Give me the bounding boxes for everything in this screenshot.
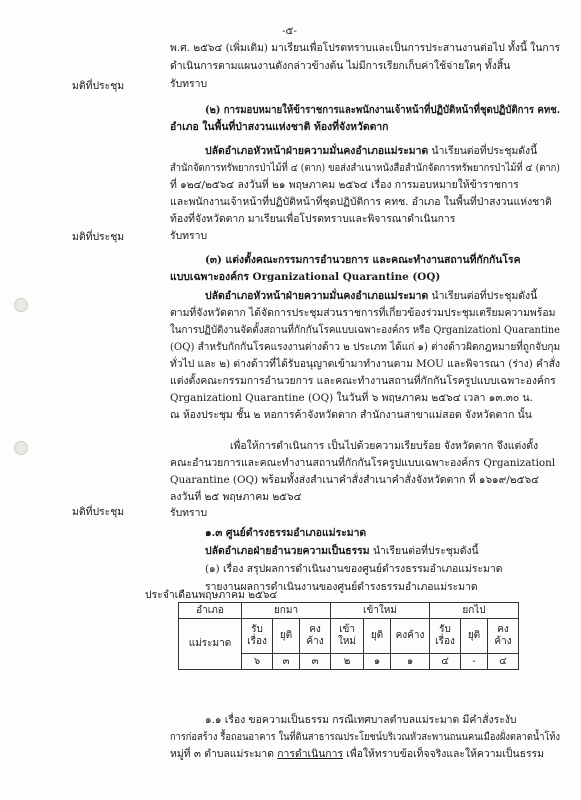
group-header: เข้าใหม่: [331, 603, 430, 619]
punch-hole: [14, 441, 28, 455]
body-line: ณ ห้องประชุม ชั้น ๒ หอการค้าจังหวัดตาก สำนักงานสาขาแม่สอด จังหวัดตาก นั้น: [170, 409, 532, 421]
underlined-text: การดำเนินการ: [277, 748, 344, 760]
body-text: หมู่ที่ ๓ ตำบลแม่ระมาด: [170, 748, 274, 760]
acknowledged-text: รับทราบ: [170, 230, 208, 242]
sub-header: รับเรื่อง: [430, 619, 461, 654]
body-line: คณะอำนวยการและคณะทำงานสถานที่กักกันโรครูปแบบเฉพาะองค์กร Qrganizationl: [170, 457, 556, 469]
body-line: ดำเนินการตามแผนงานดังกล่าวข้างต้น ไม่มีการเรียกเก็บค่าใช้จ่ายใดๆ ทั้งสิ้น: [170, 60, 511, 72]
section-title: ๑.๓ ศูนย์ดำรงธรรมอำเภอแม่ระมาด: [205, 527, 367, 539]
body-line: ๑.๑ เรื่อง ขอความเป็นธรรม กรณีเทศบาลตำบลแม่ระมาด มีคำสั่งระงับ: [205, 714, 517, 726]
table-cell: ๔: [488, 654, 519, 670]
acknowledged-text: รับทราบ: [170, 507, 208, 519]
item-title: แบบเฉพาะองค์กร Organizational Quarantine (OQ): [170, 271, 441, 283]
speaker-line: [205, 545, 479, 558]
body-line: (OQ) สำหรับกักกันโรคแรงงานต่างด้าว ๒ ประเภท ได้แก่ ๑) ต่างด้าวผิดกฎหมายที่ถูกจับกุม: [170, 341, 561, 353]
table-cell: ๑: [391, 654, 430, 670]
resolution-label: มติที่ประชุม: [72, 231, 125, 243]
speaker-name: ปลัดอำเภอฝ่ายอำนวยความเป็นธรรม: [205, 545, 370, 557]
table-cell: ๔: [430, 654, 461, 670]
table-cell: ๓: [300, 654, 331, 670]
page-number: -๕-: [282, 25, 297, 37]
resolution-label: มติที่ประชุม: [72, 506, 125, 518]
body-line: การก่อสร้าง รื้อถอนอาคาร ในที่ดินสาธารณประโยชน์บริเวณหัวสะพานถนนคนเมืองฝั่งตลาดน้ำโท้ง: [170, 731, 561, 743]
body-line: พ.ศ. ๒๕๖๔ (เพิ่มเติม) มาเรียนเพื่อโปรดทราบและเป็นการประสานงานต่อไป ทั้งนี้ ในการ: [170, 42, 561, 54]
sub-header: ยุติ: [273, 619, 300, 654]
body-line: รายงานผลการดำเนินงานของศูนย์ดำรงธรรมอำเภอแม่ระมาด: [205, 581, 478, 593]
speaker-rest: นำเรียนต่อที่ประชุมดังนี้: [431, 290, 538, 302]
sub-header: เข้าใหม่: [331, 619, 364, 654]
body-line: สำนักจัดการทรัพยากรป่าไม้ที่ ๔ (ตาก) ขอส่งสำเนาหนังสือสำนักจัดการทรัพยากรป่าไม้ที่ ๔ (ตาก): [170, 162, 560, 174]
body-line: ในการปฏิบัติงานจัดตั้งสถานที่กักกันโรคแบบเฉพาะองค์กร หรือ Qrganizationl Quarantine: [170, 324, 560, 336]
body-line: ตามที่จังหวัดตาก ได้จัดการประชุมส่วนราชการที่เกี่ยวข้องร่วมประชุมเตรียมความพร้อม: [170, 307, 556, 319]
speaker-line: [205, 145, 537, 158]
body-line: ที่ ๑๒๔/๒๕๖๔ ลงวันที่ ๒๑ พฤษภาคม ๒๕๖๔ เรื่อง การมอบหมายให้ข้าราชการ: [170, 179, 519, 191]
body-text: เพื่อให้ทราบข้อเท็จจริงและให้ความเป็นธรรม: [346, 748, 544, 760]
item-title: (๒) การมอบหมายให้ข้าราชการและพนักงานเจ้าหน้าที่ปฏิบัติหน้าที่ชุดปฏิบัติการ คทช.: [205, 104, 561, 116]
acknowledged-text: รับทราบ: [170, 78, 208, 90]
body-line: ท้องที่จังหวัดตาก มาเรียนเพื่อโปรดทราบและพิจารณาดำเนินการ: [170, 213, 456, 225]
body-line: และพนักงานเจ้าหน้าที่ปฏิบัติหน้าที่ชุดปฏิบัติการ คทช. อำเภอ ในพื้นที่ป่าสงวนแห่งชาติ: [170, 196, 552, 208]
table-cell: ๓: [273, 654, 300, 670]
speaker-name: ปลัดอำเภอหัวหน้าฝ่ายความมั่นคงอำเภอแม่ระมาด: [205, 290, 429, 302]
group-header: ยกไป: [430, 603, 519, 619]
item-title: (๓) แต่งตั้งคณะกรรมการอำนวยการ และคณะทำงานสถานที่กักกันโรค: [205, 254, 521, 266]
district-header: อำเภอ: [179, 603, 242, 619]
body-line: เพื่อให้การดำเนินการ เป็นไปด้วยความเรียบร้อย จังหวัดตาก จึงแต่งตั้ง: [230, 440, 539, 452]
speaker-name: ปลัดอำเภอหัวหน้าฝ่ายความมั่นคงอำเภอแม่ระมาด: [205, 145, 429, 157]
sub-header: รับเรื่อง: [242, 619, 273, 654]
table-caption: ประจำเดือนพฤษภาคม ๒๕๖๔: [145, 589, 278, 601]
body-line: ลงวันที่ ๒๕ พฤษภาคม ๒๕๖๔: [170, 491, 302, 503]
body-line: (๑) เรื่อง สรุปผลการดำเนินงานของศูนย์ดำรงธรรมอำเภอแม่ระมาด: [205, 563, 503, 575]
body-line: Qrganizationl Quarantine (OQ) ในวันที่ ๖ พฤษภาคม ๒๕๖๔ เวลา ๑๓.๓๐ น.: [170, 392, 533, 404]
table-cell: ๑: [364, 654, 391, 670]
body-line: Quarantine (OQ) พร้อมทั้งส่งสำเนาคำสั่งสำเนาคำสั่งจังหวัดตาก ที่ ๑๖๑๙/๒๕๖๔: [170, 474, 539, 486]
body-line: ทั่วไป และ ๒) ต่างด้าวที่ได้รับอนุญาตเข้ามาทำงานตาม MOU และพิจารณา (ร่าง) คำสั่ง: [170, 358, 560, 370]
table-cell: ๖: [242, 654, 273, 670]
sub-header: คงค้าง: [300, 619, 331, 654]
table-cell: ๒: [331, 654, 364, 670]
punch-hole: [14, 298, 28, 312]
table-cell: -: [461, 654, 488, 670]
resolution-label: มติที่ประชุม: [72, 80, 125, 92]
complaints-table: [178, 602, 519, 670]
body-line: [170, 748, 544, 761]
speaker-rest: นำเรียนต่อที่ประชุมดังนี้: [431, 145, 538, 157]
group-header: ยกมา: [242, 603, 331, 619]
body-line: แต่งตั้งคณะกรรมการอำนวยการ และคณะทำงานสถานที่กักกันโรครูปแบบเฉพาะองค์กร: [170, 375, 556, 387]
sub-header: คงค้าง: [488, 619, 519, 654]
sub-header: ยุติ: [461, 619, 488, 654]
item-title: อำเภอ ในพื้นที่ป่าสงวนแห่งชาติ ท้องที่จังหวัดตาก: [170, 121, 389, 133]
sub-header: คงค้าง: [391, 619, 430, 654]
speaker-rest: นำเรียนต่อที่ประชุมดังนี้: [372, 545, 479, 557]
district-cell: แม่ระมาด: [179, 619, 242, 670]
speaker-line: [205, 290, 537, 303]
sub-header: ยุติ: [364, 619, 391, 654]
